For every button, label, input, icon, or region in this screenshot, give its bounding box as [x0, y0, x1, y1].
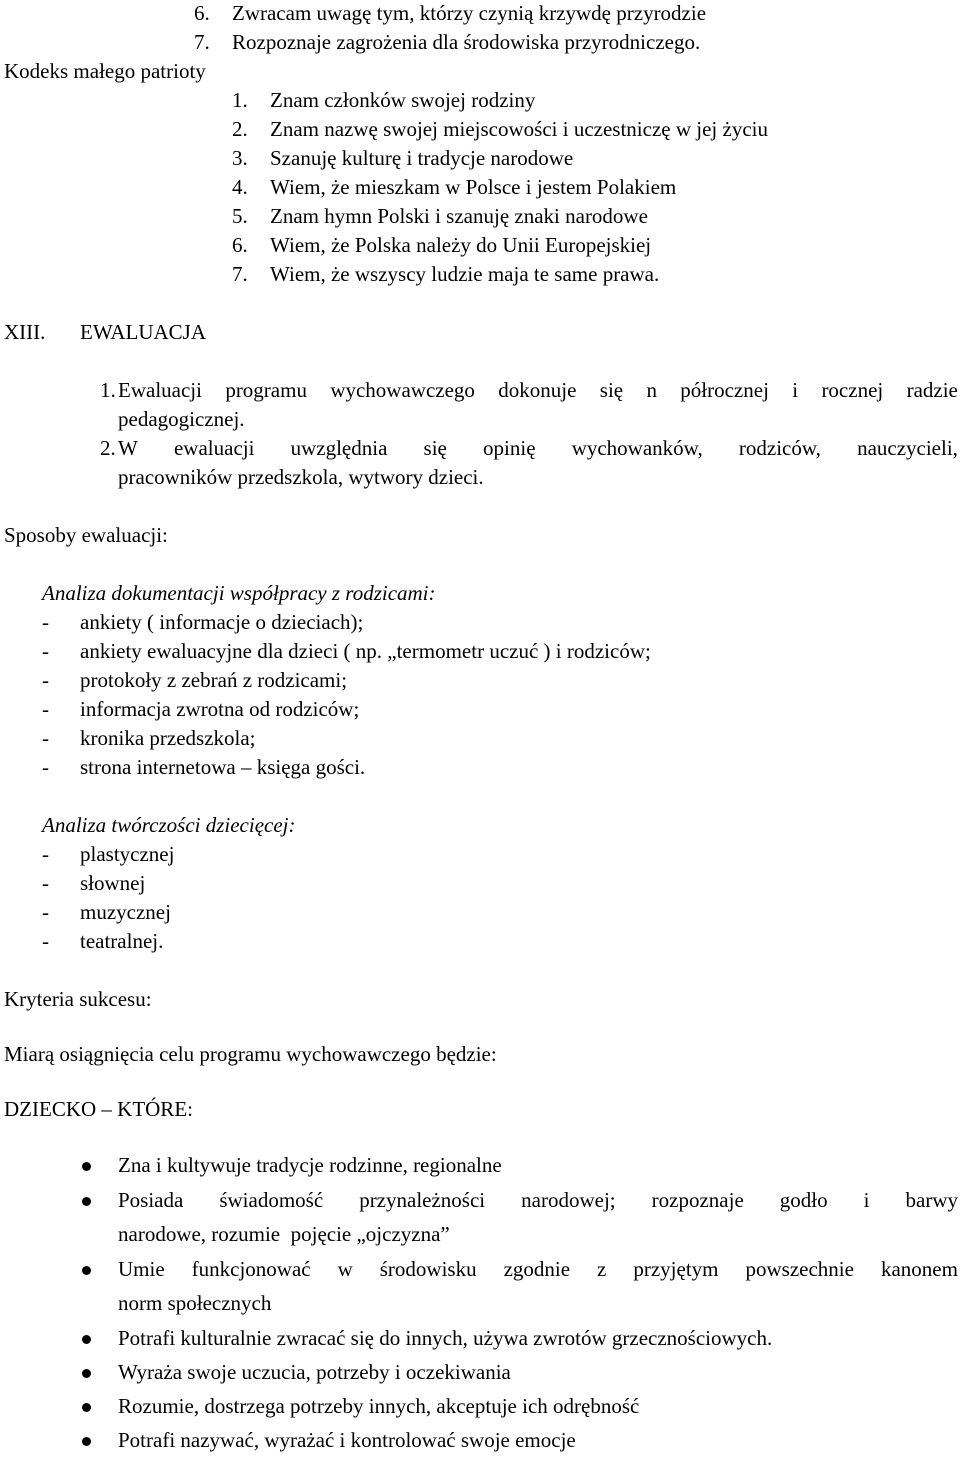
list-item: muzycznej [80, 900, 171, 924]
list-item: słownej [80, 871, 146, 895]
list-number: 7. [194, 30, 210, 54]
dash: - [42, 726, 49, 750]
list-item: Szanuję kulturę i tradycje narodowe [270, 146, 574, 170]
list-item: strona internetowa – księga gości. [80, 755, 366, 779]
bullet-item: Wyraża swoje uczucia, potrzeby i oczekiwania [118, 1360, 511, 1384]
section-title: EWALUACJA [80, 320, 206, 344]
list-number: 4. [232, 175, 248, 199]
bullet-item-continuation: narodowe, rozumie pojęcie „ojczyzna” [118, 1222, 450, 1246]
list-item: ankiety ewaluacyjne dla dzieci ( np. „termometr uczuć ) i rodziców; [80, 639, 651, 663]
list-number: 7. [232, 262, 248, 286]
doc-analysis-heading: Analiza dokumentacji współpracy z rodzicami: [42, 581, 436, 605]
dash: - [42, 697, 49, 721]
dash: - [42, 668, 49, 692]
bullet-item: Zna i kultywuje tradycje rodzinne, regionalne [118, 1153, 502, 1177]
list-item: informacja zwrotna od rodziców; [80, 697, 360, 721]
evaluation-line: pedagogicznej. [118, 407, 245, 431]
bullet-icon [82, 1162, 91, 1171]
list-item: ankiety ( informacje o dzieciach); [80, 610, 364, 634]
dash: - [42, 929, 49, 953]
section-number: XIII. [4, 320, 46, 344]
bullet-item-continuation: norm społecznych [118, 1291, 272, 1315]
list-item: protokoły z zebrań z rodzicami; [80, 668, 348, 692]
list-item: Znam członków swojej rodziny [270, 88, 536, 112]
list-item: Znam hymn Polski i szanuję znaki narodowe [270, 204, 648, 228]
list-number: 2. [100, 436, 116, 460]
list-item: Wiem, że mieszkam w Polsce i jestem Polakiem [270, 175, 677, 199]
evaluation-line: pracowników przedszkola, wytwory dzieci. [118, 465, 484, 489]
list-item: Zwracam uwagę tym, którzy czynią krzywdę przyrodzie [232, 1, 707, 25]
list-item: Wiem, że Polska należy do Unii Europejskiej [270, 233, 652, 257]
list-item: Znam nazwę swojej miejscowości i uczestniczę w jej życiu [270, 117, 768, 141]
dash: - [42, 639, 49, 663]
list-number: 6. [194, 1, 210, 25]
bullet-item: Umie funkcjonować w środowisku zgodnie z przyjętym powszechnie kanonem [118, 1257, 958, 1281]
bullet-icon [82, 1266, 91, 1275]
list-item: plastycznej [80, 842, 175, 866]
bullet-icon [82, 1197, 91, 1206]
list-number: 5. [232, 204, 248, 228]
success-child: DZIECKO – KTÓRE: [4, 1097, 193, 1121]
bullet-icon [82, 1403, 91, 1412]
success-measure: Miarą osiągnięcia celu programu wychowawczego będzie: [4, 1042, 497, 1066]
list-item: teatralnej. [80, 929, 164, 953]
list-number: 6. [232, 233, 248, 257]
evaluation-line: Ewaluacji programu wychowawczego dokonuje się n półrocznej i rocznej radzie [118, 378, 958, 402]
list-number: 3. [232, 146, 248, 170]
list-item: kronika przedszkola; [80, 726, 256, 750]
bullet-icon [82, 1335, 91, 1344]
bullet-item: Potrafi kulturalnie zwracać się do innych, używa zwrotów grzecznościowych. [118, 1326, 773, 1350]
methods-heading: Sposoby ewaluacji: [4, 523, 168, 547]
list-item: Wiem, że wszyscy ludzie maja te same prawa. [270, 262, 660, 286]
dash: - [42, 755, 49, 779]
list-number: 1. [100, 378, 116, 402]
dash: - [42, 900, 49, 924]
list-number: 2. [232, 117, 248, 141]
dash: - [42, 871, 49, 895]
success-heading: Kryteria sukcesu: [4, 987, 152, 1011]
creative-analysis-heading: Analiza twórczości dziecięcej: [42, 813, 296, 837]
list-number: 1. [232, 88, 248, 112]
evaluation-line: W ewaluacji uwzględnia się opinię wychowanków, rodziców, nauczycieli, [118, 436, 958, 460]
list-item: Rozpoznaje zagrożenia dla środowiska przyrodniczego. [232, 30, 701, 54]
dash: - [42, 842, 49, 866]
patriot-heading: Kodeks małego patrioty [4, 59, 206, 83]
dash: - [42, 610, 49, 634]
bullet-icon [82, 1437, 91, 1446]
bullet-item: Rozumie, dostrzega potrzeby innych, akceptuje ich odrębność [118, 1394, 640, 1418]
bullet-item: Posiada świadomość przynależności narodowej; rozpoznaje godło i barwy [118, 1188, 958, 1212]
bullet-item: Potrafi nazywać, wyrażać i kontrolować swoje emocje [118, 1428, 576, 1452]
bullet-icon [82, 1369, 91, 1378]
